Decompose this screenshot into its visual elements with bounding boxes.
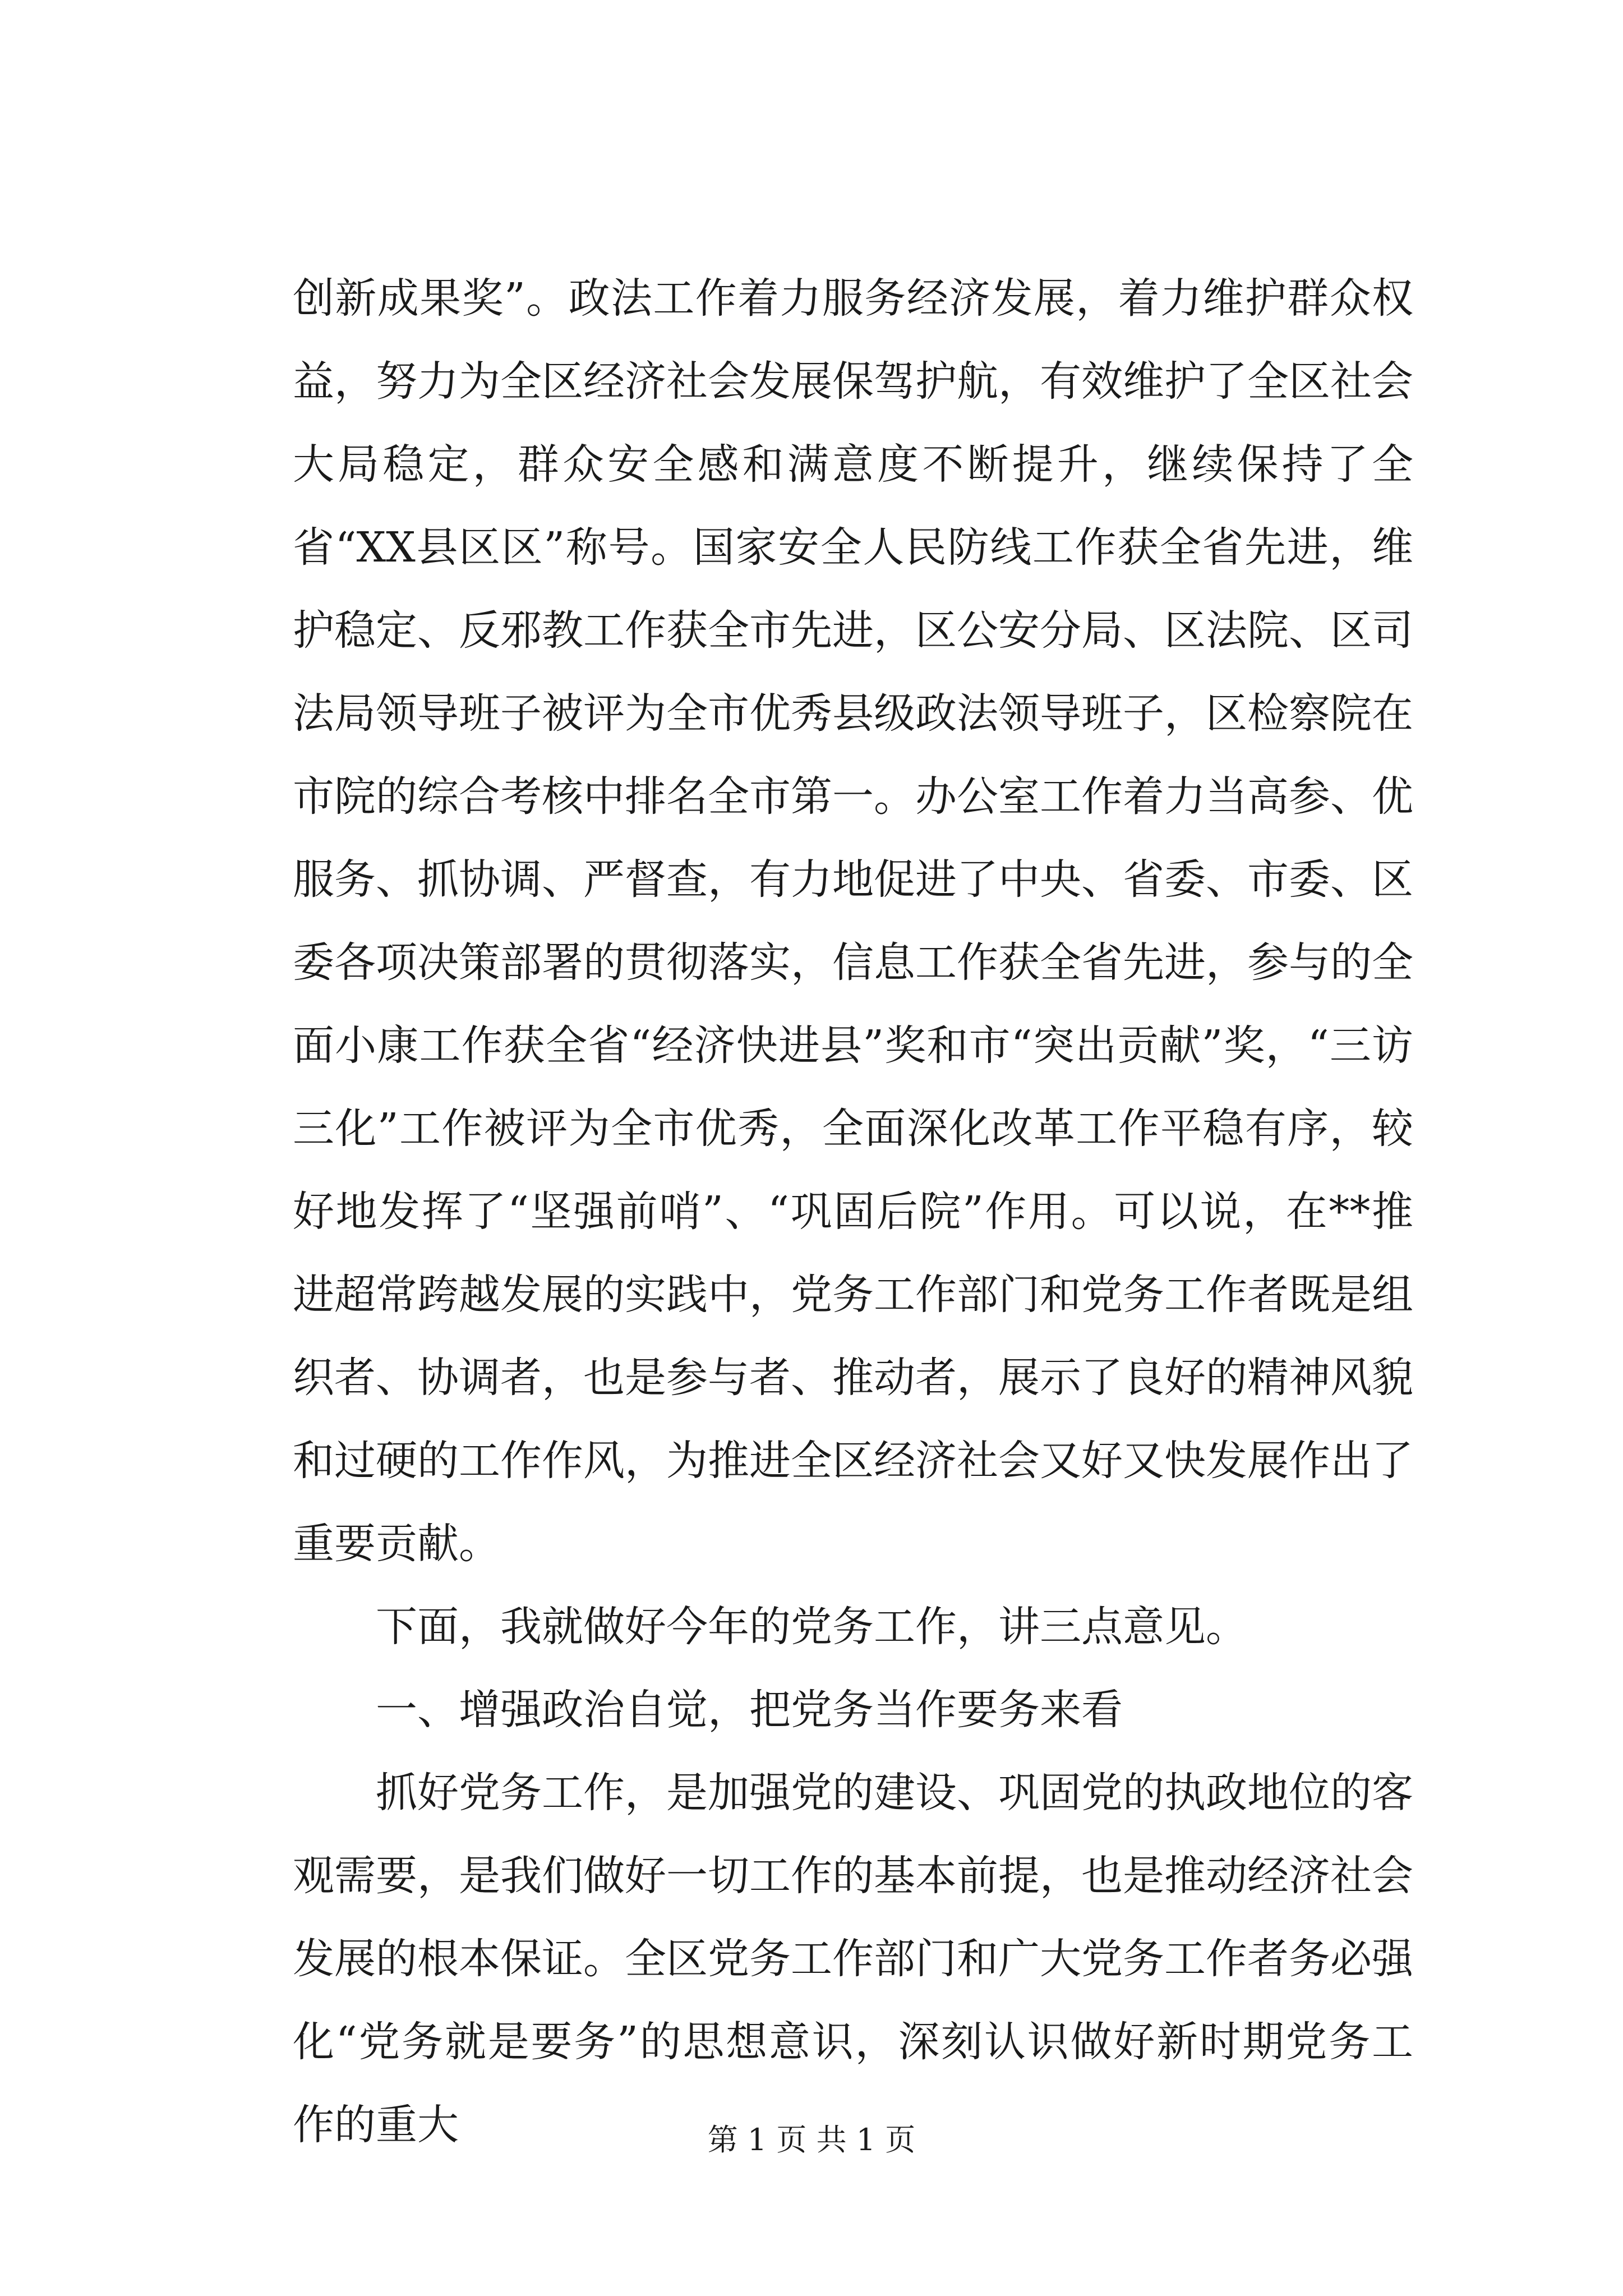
paragraph-intro: 下面，我就做好今年的党务工作，讲三点意见。 (376, 1603, 1247, 1651)
paragraph-section-1-body: 抓好党务工作，是加强党的建设、巩固党的执政地位的客观需要，是我们做好一切工作的基本前提，也是推动经济社会发展的根本保证。全区党务工作部门和广大党务工作者务必强化“党务就是要务”的思想意识，深刻认识做好新时期党务工作的重大 (293, 1769, 1413, 2149)
page-number-label: 第 1 页 共 1 页 (707, 2122, 916, 2157)
page-footer (0, 2120, 1623, 2160)
paragraph-continuation: 创新成果奖”。政法工作着力服务经济发展，着力维护群众权益，努力为全区经济社会发展保驾护航，有效维护了全区社会大局稳定，群众安全感和满意度不断提升，继续保持了全省“XX县区区”称号。国家安全人民防线工作获全省先进，维护稳定、反邪教工作获全市先进，区公安分局、区法院、区司法局领导班子被评为全市优秀县级政法领导班子，区检察院在市院的综合考核中排名全市第一。办公室工作着力当高参、优服务、抓协调、严督查，有力地促进了中央、省委、市委、区委各项决策部署的贯彻落实，信息工作获全省先进，参与的全面小康工作获全省“经济快进县”奖和市“突出贡献”奖，“三访三化”工作被评为全市优秀，全面深化改革工作平稳有序，较好地发挥了“坚强前哨”、“巩固后院”作用。可以说，在**推进超常跨越发展的实践中，党务工作部门和党务工作者既是组织者、协调者，也是参与者、推动者，展示了良好的精神风貌和过硬的工作作风，为推进全区经济社会又好又快发展作出了重要贡献。 (293, 274, 1413, 1568)
document-body (293, 257, 1413, 2166)
section-heading-1: 一、增强政治自觉，把党务当作要务来看 (376, 1686, 1123, 1734)
